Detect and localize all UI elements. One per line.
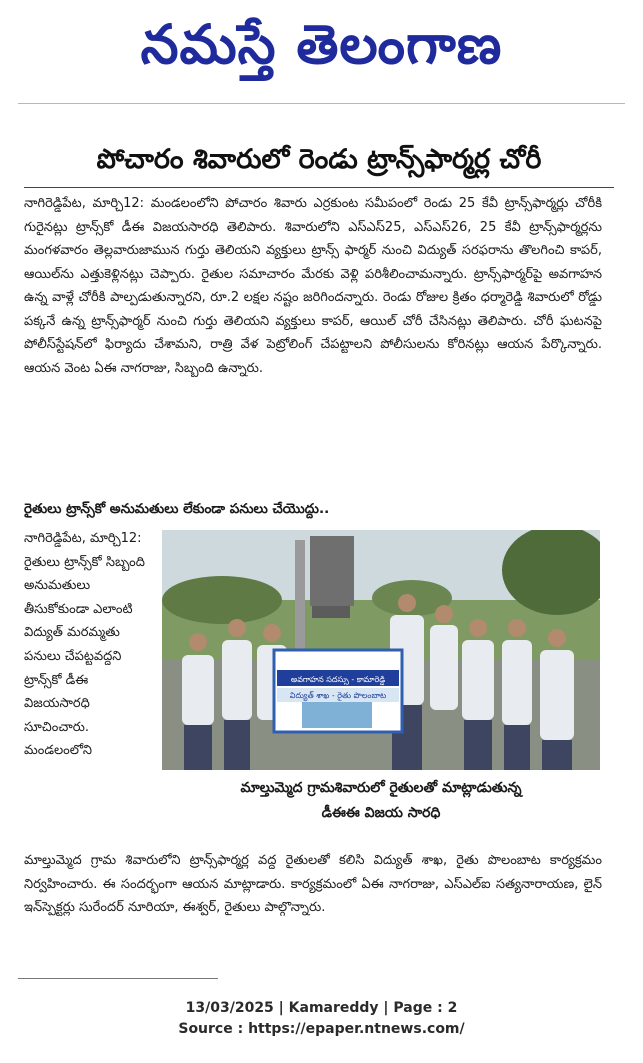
article-subheading: రైతులు ట్రాన్స్‌కో అనుమతులు లేకుండా పనులు చేయొద్దు..: [24, 501, 330, 517]
article-paragraph-3: మాల్తుమ్మెద గ్రామ శివారులోని ట్రాన్స్‌ఫార్మర్ల వద్ద రైతులతో కలిసి విద్యుత్ శాఖ, రైతు పొలంబాట కార్యక్రమం నిర్వహించారు. ఈ సందర్భంగా ఆయన మాట్లాడారు. కార్యక్రమంలో ఏఈ నాగరాజు, ఎస్‌ఎల్‌ఐ సత్యనారాయణ, లైన్ ఇన్‌స్పెక్టర్లు సురేందర్ నూరియా, ఈశ్వర్, రైతులు పాల్గొన్నారు.: [24, 853, 602, 915]
photo-banner-line-1: అవగాహన సదస్సు - కామారెడ్డి: [290, 675, 386, 684]
masthead-divider: [18, 103, 625, 104]
footer-source: Source : https://epaper.ntnews.com/: [178, 1021, 465, 1037]
article-headline: పోచారం శివారులో రెండు ట్రాన్స్‌ఫార్మర్ల చోరీ: [96, 144, 542, 175]
article-paragraph-1: నాగిరెడ్డిపేట, మార్చి12: మండలంలోని పోచారం శివారు ఎర్రకుంట సమీపంలో రెండు 25 కేవీ ట్రాన్స్‌ఫార్మర్లు చోరీకి గురైనట్లు ట్రాన్స్‌కో డీఈ విజయసారధి తెలిపారు. శివారులోని ఎస్‌ఎస్25, ఎస్‌ఎస్26, 25 కేవీ ట్రాన్స్‌ఫార్మర్లను మంగళవారం తెల్లవారుజామున గుర్తు తెలియని వ్యక్తులు ట్రాన్స్ ఫార్మర్ నుంచి విద్యుత్ సరఫరాను తొలగించి కాపర్, ఆయిల్‌ను ఎత్తుకెళ్లినట్లు చెప్పారు. రైతుల సమాచారం మేరకు వెళ్లి పరిశీలించామన్నారు. ట్రాన్స్‌ఫార్మర్‌పై అవగాహన ఉన్న వాళ్లే చోరీకి పాల్పడుతున్నారని, రూ.2 లక్షల నష్టం జరిగిందన్నారు. రెండు రోజుల క్రితం ధర్మారెడ్డి శివారులో రోడ్డు పక్కనే ఉన్న ట్రాన్స్‌ఫార్మర్ నుంచి గుర్తు తెలియని వ్యక్తులు కాపర్, ఆయిల్ చోరీ చేసినట్లు తెలిపారు. చోరీ ఘటనపై పోలీస్‌స్టేషన్‌లో ఫిర్యాదు చేశామని, రాత్రి వేళ పెట్రోలింగ్ చేపట్టాలని పోలీసులను కోరినట్లు ఆయన పేర్కొన్నారు. ఆయన వెంట ఏఈ నాగరాజు, సిబ్బంది ఉన్నారు.: [24, 196, 602, 376]
footer-divider: [18, 978, 218, 979]
news-photo: [162, 530, 600, 770]
photo-caption: [162, 770, 600, 834]
photo-caption-line-2: డీఈఈ విజయ సారధి: [321, 805, 441, 821]
headline-divider: [24, 187, 614, 188]
footer-dateline: 13/03/2025 | Kamareddy | Page : 2: [185, 1000, 458, 1016]
page-footer: [0, 998, 643, 1040]
photo-caption-line-1: మాల్తుమ్మెద గ్రామశివారులో రైతులతో మాట్లాడుతున్న: [240, 780, 522, 796]
newspaper-masthead: నమస్తే తెలంగాణ: [140, 13, 503, 76]
article-paragraph-2: నాగిరెడ్డిపేట, మార్చి12: రైతులు ట్రాన్స్‌కో సిబ్బంది అనుమతులు తీసుకోకుండా ఎలాంటి విద్యుత్ మరమ్మతు పనులు చేపట్టవద్దని ట్రాన్స్‌కో డీఈ విజయసారధి సూచించారు. మండలంలోని: [24, 531, 145, 759]
photo-illustration: [162, 530, 600, 770]
photo-banner-line-2: విద్యుత్ శాఖ - రైతు పొలంబాట: [289, 691, 387, 700]
